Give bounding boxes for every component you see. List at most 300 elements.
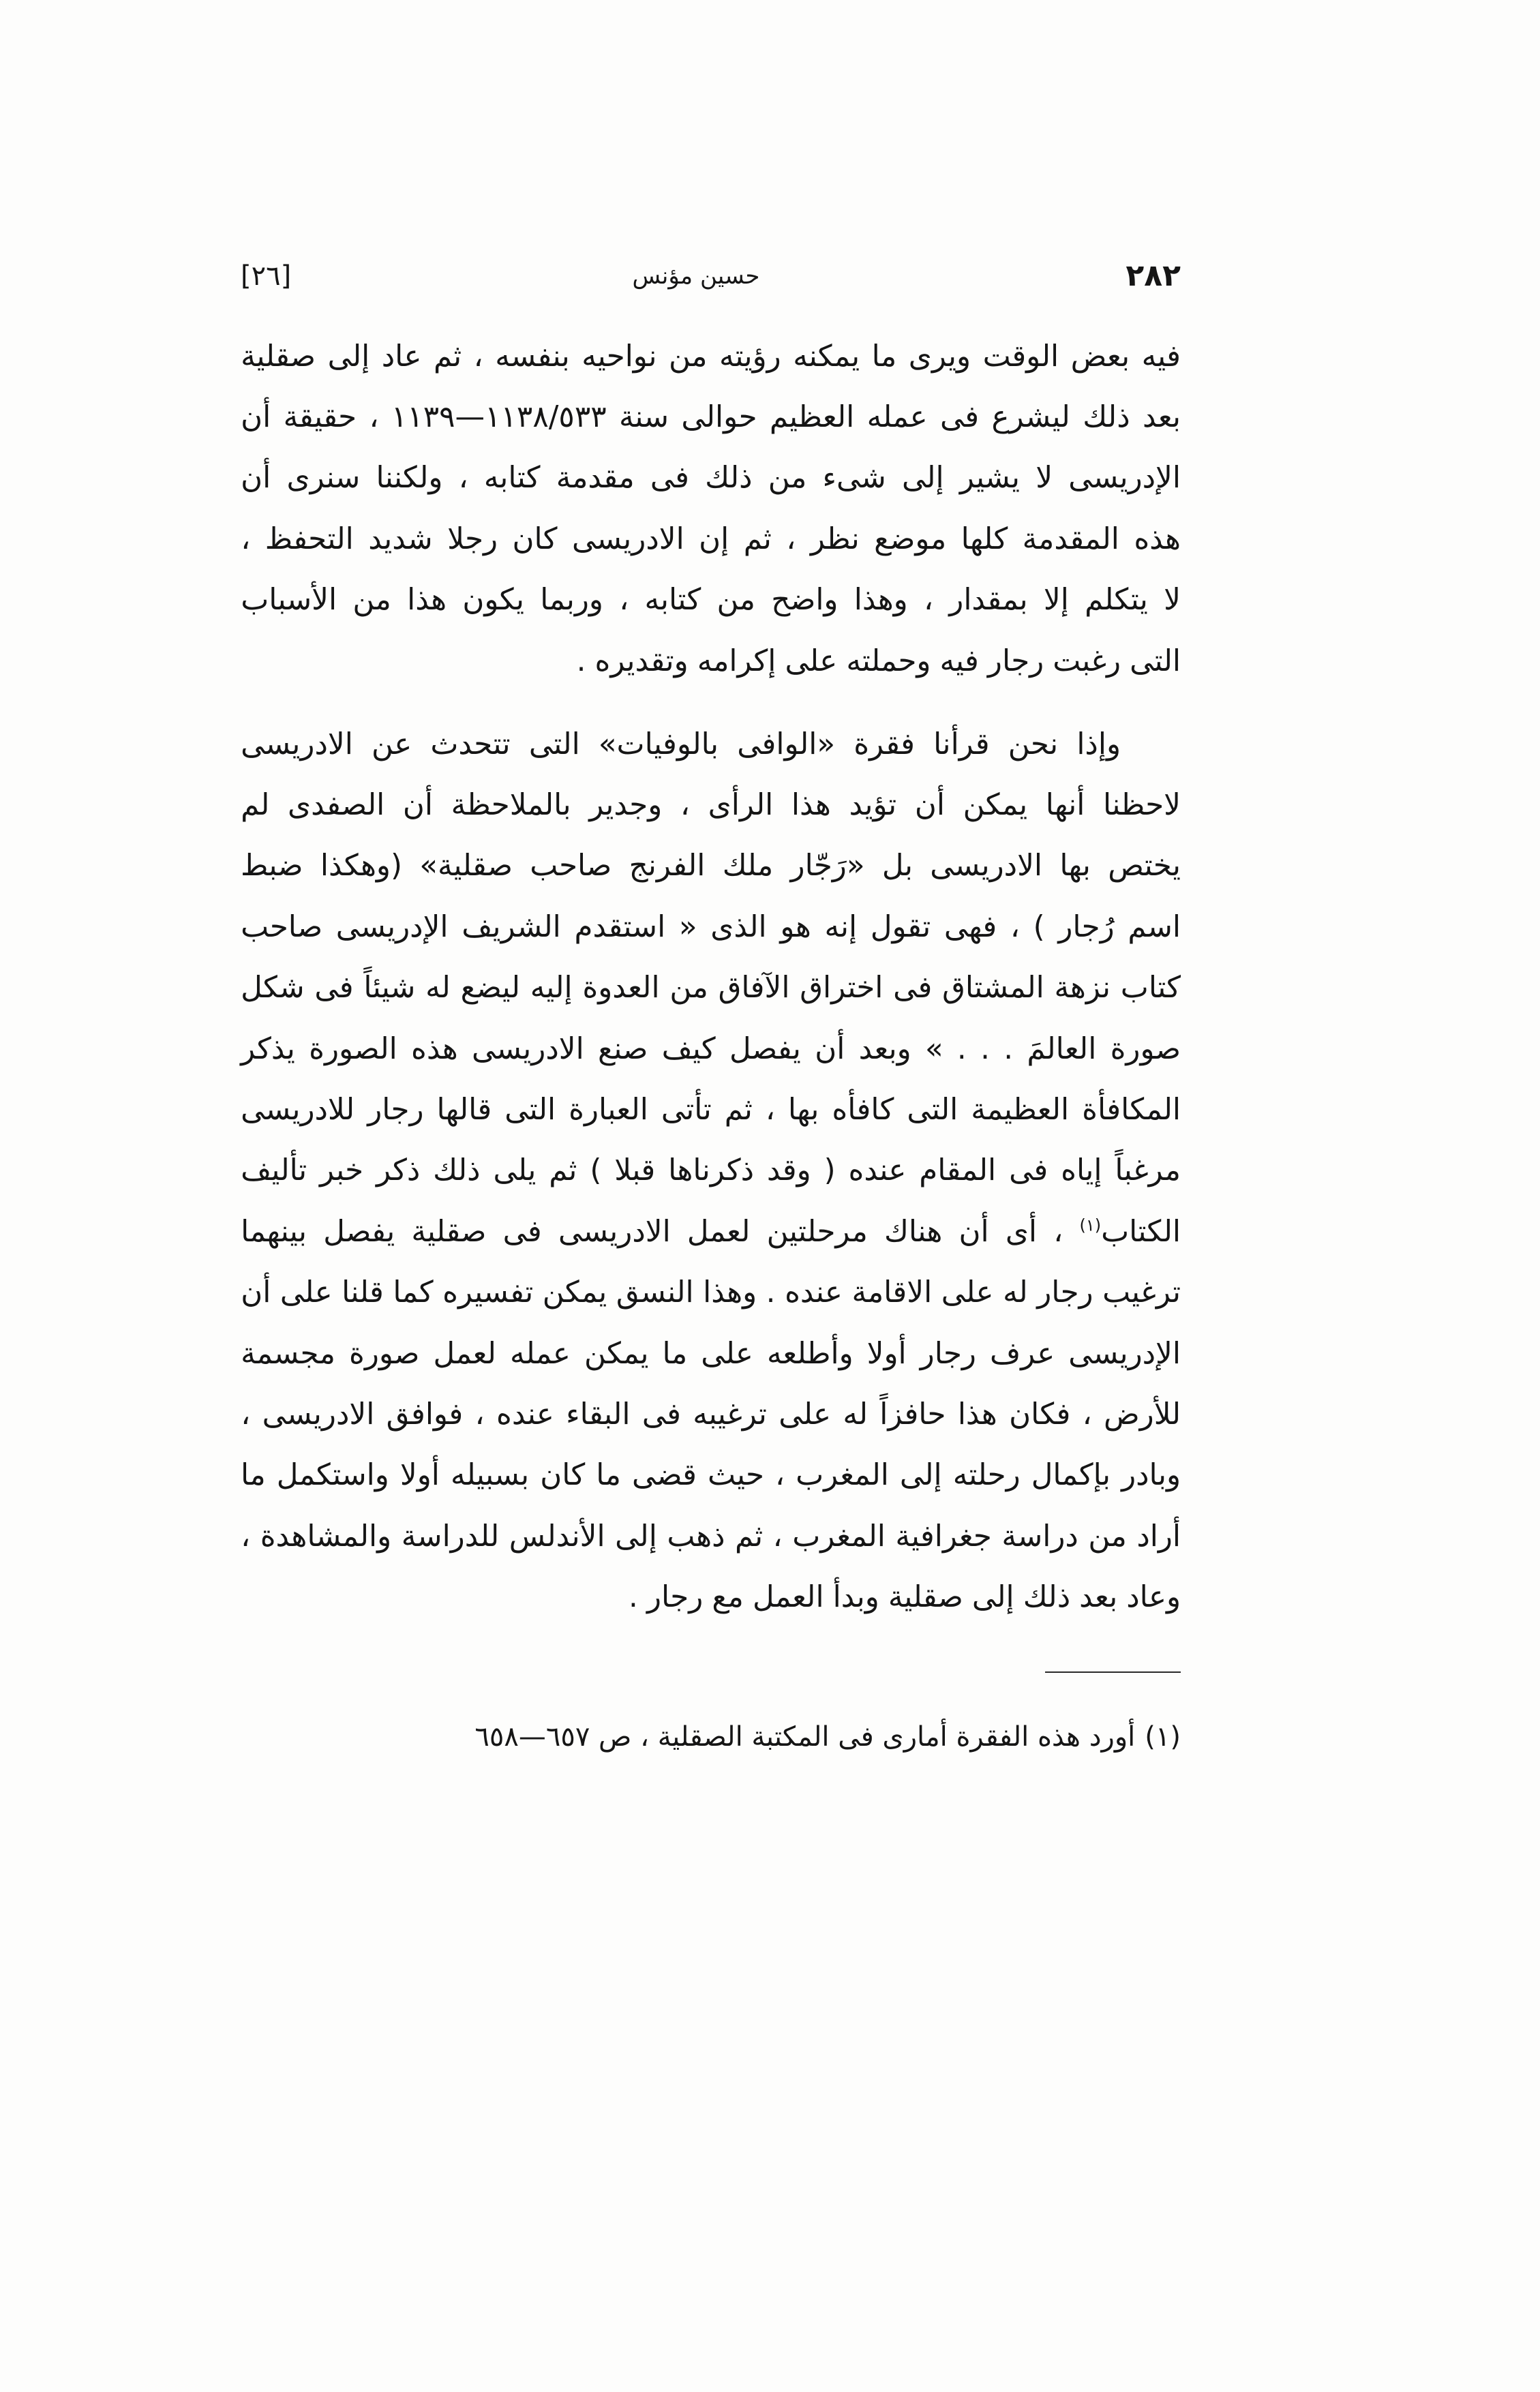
word: الاقامة (851, 1275, 933, 1310)
word: ، (1082, 1397, 1092, 1432)
word: الأندلس (509, 1519, 605, 1554)
word: الصورة (309, 1031, 397, 1066)
word: يفصل (729, 1031, 801, 1066)
word: يمكن (584, 1336, 649, 1371)
word: فى (939, 400, 980, 435)
word: ذكرناها (668, 1153, 754, 1188)
text-line (241, 1323, 1181, 1384)
word: ترغيب (1102, 1275, 1181, 1310)
word: قالها (436, 1093, 492, 1127)
word: بالملاحظة (451, 788, 571, 823)
word: رحلته (952, 1458, 1021, 1493)
word: بنفسه (495, 339, 570, 374)
word: قلنا (342, 1275, 384, 1310)
word: التى (504, 1093, 556, 1127)
word: التحفظ (265, 521, 354, 556)
word: وقد (766, 1153, 811, 1188)
word: لم (241, 788, 270, 823)
word: فى (893, 971, 933, 1005)
word: وربما (540, 583, 603, 618)
word: إليه (530, 971, 573, 1005)
word: كافأه (832, 1093, 894, 1127)
word: هو (780, 909, 811, 944)
text-line (241, 1506, 1181, 1566)
text-line (241, 958, 1181, 1018)
word: ، (772, 1519, 783, 1554)
word: وأطلعه (766, 1336, 854, 1371)
word: المغرب (796, 1458, 889, 1493)
word: صقلية (241, 339, 316, 374)
word: العالمَ (1027, 1031, 1097, 1066)
word: أنها (1045, 788, 1085, 823)
word: موضع (874, 521, 947, 556)
word: ذكر (376, 1153, 421, 1188)
word: إلا (1043, 583, 1069, 618)
word: واضح (771, 583, 839, 618)
word: ولكننا (376, 461, 443, 496)
word: إن (699, 521, 729, 556)
word: ، (786, 521, 796, 556)
word: ٥٣٣/١١٣٨—١١٣٩ (391, 400, 607, 435)
word: مع (712, 1580, 744, 1615)
word: شىء (822, 461, 886, 496)
word: صنع (598, 1031, 648, 1066)
page-header (241, 249, 1181, 303)
word: كما (393, 1275, 434, 1310)
word: مقدمة (556, 461, 635, 496)
word: تفسيره (442, 1275, 534, 1310)
word: حافزاً (879, 1397, 946, 1432)
footnote-marker: (١) (1145, 1721, 1181, 1753)
word: من (352, 583, 391, 618)
word: وبدأ (832, 1580, 879, 1615)
word: ، (369, 400, 379, 435)
word: رجار (367, 1093, 424, 1127)
word: ، (619, 583, 629, 618)
text-line (241, 1262, 1181, 1323)
running-head-author: حسين مؤنس (632, 262, 760, 290)
word: عن (372, 727, 412, 761)
word: رجار (1037, 1275, 1093, 1310)
word: ويرى (908, 339, 971, 374)
word: يلى (493, 1153, 537, 1188)
word: صقلية (411, 1214, 487, 1249)
word: فى (641, 1397, 681, 1432)
word: أولا (866, 1336, 907, 1371)
word: ملك (722, 849, 774, 883)
word: له (425, 971, 451, 1005)
word: دراسة (1001, 1519, 1078, 1554)
word: يمكنه (793, 339, 860, 374)
word: والمشاهدة (260, 1519, 392, 1554)
text-line (241, 774, 1181, 835)
word: أن (241, 461, 271, 496)
text-line (241, 836, 1181, 896)
word: العبارة (569, 1093, 648, 1127)
word: إياه (1061, 1153, 1102, 1188)
text-line (241, 714, 1181, 774)
word: العظيمة (971, 1093, 1070, 1127)
word: الشريف (462, 909, 561, 944)
word: يمكن (963, 788, 1028, 823)
text-line (241, 448, 1181, 509)
word: الرأى (708, 788, 774, 823)
word: الوقت (982, 339, 1059, 374)
word: نزهة (1054, 971, 1111, 1005)
word: قرأنا (933, 727, 990, 761)
word: عاد (381, 339, 422, 374)
word: على (280, 1275, 333, 1310)
word: الآفاق (718, 971, 790, 1005)
word: بالوفيات» (598, 727, 719, 761)
word: صورة (1110, 1031, 1181, 1066)
word: الإدريسى (1068, 461, 1181, 496)
word: . (576, 644, 586, 678)
word: أن (402, 788, 433, 823)
word: ، (923, 583, 934, 618)
word: على (779, 1397, 832, 1432)
word: إلى (615, 1519, 657, 1554)
text-line (241, 896, 1181, 957)
word: المشتاق (942, 971, 1044, 1005)
word: له (843, 1397, 868, 1432)
word: لا (1164, 583, 1181, 618)
footnote (474, 1710, 1181, 1764)
word: فيه (1141, 339, 1181, 374)
word: هذا (957, 1397, 997, 1432)
word: ) (590, 1153, 602, 1188)
word: من (668, 339, 708, 374)
word: نظر (810, 521, 860, 556)
word: ، (241, 521, 251, 556)
word: ثم (743, 521, 772, 556)
word: حقيقة (283, 400, 357, 435)
word: البقاء (566, 1397, 631, 1432)
word: فى (650, 461, 689, 496)
word: ثم (549, 1153, 577, 1188)
word: من (768, 461, 807, 496)
word: وجدير (589, 788, 663, 823)
word: صاحب (530, 849, 612, 883)
word: وعاد (1126, 1580, 1181, 1615)
word: عمله (509, 1336, 571, 1371)
paragraph (241, 714, 1181, 1628)
word: مرغباً (1115, 1153, 1181, 1188)
word: ، (680, 788, 690, 823)
word: » (924, 1031, 943, 1066)
word: هذا (407, 583, 447, 618)
word: كان (540, 1458, 586, 1493)
word: كان (512, 521, 558, 556)
word: ذلك (705, 461, 753, 496)
word: رجار (920, 1336, 976, 1371)
word: أولا (399, 1458, 440, 1493)
word: صورة (349, 1336, 420, 1371)
word: بينهما (241, 1214, 307, 1249)
word: هذه (411, 1031, 458, 1066)
text-line (241, 1140, 1181, 1201)
word: المقدمة (1022, 521, 1119, 556)
word: يختص (1108, 849, 1181, 883)
footnote-text: أورد هذه الفقرة أمارى فى المكتبة الصقلية ، ص ٦٥٧—٦٥٨ (474, 1721, 1136, 1753)
word: ما (871, 339, 897, 374)
word: سنة (619, 400, 669, 435)
word: وبادر (1121, 1458, 1181, 1493)
word: ما (241, 1458, 266, 1493)
word: ذلك (1083, 400, 1130, 435)
word: تقول (870, 909, 931, 944)
word: على (785, 644, 838, 678)
word: . (629, 1580, 638, 1615)
word: ذلك (1023, 1580, 1071, 1615)
word: للدراسة (401, 1519, 500, 1554)
word: أى (1005, 1214, 1038, 1249)
word: ثم (433, 339, 462, 374)
word: أن (241, 400, 271, 435)
word: رؤيته (719, 339, 781, 374)
word: ضبط (241, 849, 303, 883)
word: الادريسى (471, 1031, 584, 1066)
word: جغرافية (895, 1519, 992, 1554)
word: إلى (899, 1458, 942, 1493)
word: قبلا (614, 1153, 656, 1188)
word: الادريسى (571, 521, 684, 556)
word: تأليف (241, 1153, 307, 1188)
word: النسق (616, 1275, 694, 1310)
word: الادريسى (558, 1214, 671, 1249)
word: يذكر (241, 1031, 295, 1066)
word: هذا (791, 788, 831, 823)
word: هناك (884, 1214, 943, 1249)
word: أن (958, 1214, 989, 1249)
word: ليضع (460, 971, 520, 1005)
word: ثم (724, 1093, 753, 1127)
paragraph (241, 326, 1181, 691)
word: صقلية (888, 1580, 963, 1615)
word: فقرة (854, 727, 915, 761)
word: فى (1009, 1153, 1048, 1188)
word: العمل (752, 1580, 824, 1615)
word: من (716, 583, 755, 618)
word: كلها (961, 521, 1008, 556)
word: فوافق (386, 1397, 464, 1432)
word: ، (1053, 1214, 1063, 1249)
text-line (241, 1384, 1181, 1444)
word: رجلا (447, 521, 498, 556)
word: ( (824, 1153, 836, 1188)
word: ، (474, 1397, 485, 1432)
word: للادريسى (241, 1093, 355, 1127)
word: يفصل (323, 1214, 395, 1249)
word: عنده (848, 1153, 907, 1188)
word: وتقديره (594, 644, 689, 678)
word: ، (241, 1519, 251, 1554)
word: ، (473, 339, 483, 374)
word: ما (662, 1336, 688, 1371)
word: وحملته (846, 644, 931, 678)
word: حوالى (681, 400, 757, 435)
word: التى (907, 1093, 958, 1127)
word: المغرب (792, 1519, 886, 1554)
word: صاحب (241, 909, 323, 944)
word: لا (1036, 461, 1053, 496)
word: تتحدث (430, 727, 511, 761)
word: الأسباب (241, 583, 337, 618)
word: عنده (785, 1275, 843, 1310)
word: لعمل (686, 1214, 751, 1249)
word: الذى (710, 909, 767, 944)
word: قضى (632, 1458, 697, 1493)
word: الإدريسى (335, 909, 449, 944)
word: من (669, 971, 708, 1005)
word: العدوة (582, 971, 660, 1005)
word: أن (914, 788, 945, 823)
word: نواحيه (582, 339, 657, 374)
word: سنرى (286, 461, 361, 496)
word: على (701, 1336, 753, 1371)
word: إنه (824, 909, 858, 944)
text-line (241, 1566, 1181, 1627)
word: اسم (1128, 909, 1181, 944)
word: رُجار (1058, 909, 1115, 944)
word: لاحظنا (1103, 788, 1181, 823)
word: رجار (987, 644, 1044, 678)
word: اختراق (800, 971, 884, 1005)
word: إلى (327, 339, 370, 374)
word: المقام (919, 1153, 997, 1188)
word: «الوافى (737, 727, 836, 761)
word: (وهكذا (320, 849, 402, 883)
word: عمله (866, 400, 928, 435)
word: بعض (1070, 339, 1130, 374)
word: الصفدى (288, 788, 385, 823)
word: ، (765, 1093, 775, 1127)
word: وإذا (1076, 727, 1121, 761)
word: فيه (939, 644, 979, 678)
text-line (241, 387, 1181, 447)
word: فهى (943, 909, 997, 944)
word: مرحلتين (766, 1214, 868, 1249)
text-line (241, 1201, 1181, 1262)
word: « (678, 909, 697, 944)
word: تأتى (661, 1093, 712, 1127)
word: استقدم (574, 909, 666, 944)
word: الادريسى (930, 849, 1043, 883)
word: ليشرع (991, 400, 1070, 435)
text-line (241, 631, 1181, 691)
word: بسبيله (451, 1458, 530, 1493)
word: عرف (990, 1336, 1055, 1371)
footnote-separator (1045, 1671, 1181, 1673)
word: إكرامه (697, 644, 776, 678)
word: إلى (971, 1580, 1014, 1615)
word: ترغيبه (693, 1397, 767, 1432)
word: بل (881, 849, 913, 883)
word: شيئاً (363, 971, 416, 1005)
word: الادريسى (262, 1397, 375, 1432)
word: بعد (1079, 1580, 1118, 1615)
word: هذه (1134, 521, 1181, 556)
word: يكون (462, 583, 525, 618)
word: لعمل (433, 1336, 496, 1371)
footnote-ref: (١) (1079, 1215, 1102, 1235)
word: بمقدار (949, 583, 1028, 618)
word: كتابه (644, 583, 701, 618)
word: ثم (735, 1519, 764, 1554)
word: له (1003, 1275, 1028, 1310)
word: يمكن (542, 1275, 607, 1310)
word: بإكمال (1031, 1458, 1111, 1493)
word: فكان (1009, 1397, 1071, 1432)
word: بعد (1142, 400, 1181, 435)
word: أن (241, 1275, 271, 1310)
word: ، (775, 1458, 785, 1493)
word: واستكمل (276, 1458, 389, 1493)
word: ذلك (433, 1153, 481, 1188)
word: ، (1010, 909, 1020, 944)
word: شكل (241, 971, 305, 1005)
word: من (1088, 1519, 1127, 1554)
word: ، (241, 1397, 251, 1432)
word: الكتاب$^{(١)}$ (1079, 1214, 1181, 1249)
word: ما (596, 1458, 621, 1493)
word: عنده (496, 1397, 554, 1432)
word: يتكلم (1085, 583, 1148, 618)
word: مجسمة (241, 1336, 335, 1371)
word: التى (528, 727, 580, 761)
word: أراد (1136, 1519, 1181, 1554)
word: الفرنج (629, 849, 706, 883)
word: ذهب (667, 1519, 725, 1554)
word: «رَجّار (790, 849, 865, 883)
word: وهذا (703, 1275, 757, 1310)
word: كيف (661, 1031, 716, 1066)
word: ، (458, 461, 468, 496)
text-line (241, 509, 1181, 569)
page-number: ٢٨٢ (1126, 258, 1181, 293)
word: التى (1130, 644, 1181, 678)
text-line (241, 1079, 1181, 1140)
word: الادريسى (241, 727, 353, 761)
word: نحن (1008, 727, 1059, 761)
word: تؤيد (849, 788, 897, 823)
word: بها (787, 1093, 819, 1127)
word: للأرض (1103, 1397, 1181, 1432)
text-line (241, 1445, 1181, 1506)
word: فى (502, 1214, 542, 1249)
word: صقلية» (419, 849, 513, 883)
word: رجار (646, 1580, 704, 1615)
word: على (941, 1275, 994, 1310)
word: فى (314, 971, 354, 1005)
text-line (241, 570, 1181, 631)
word: إلى (901, 461, 944, 496)
word: كتاب (1120, 971, 1181, 1005)
text-line (241, 326, 1181, 387)
word: العظيم (769, 400, 855, 435)
word: . (980, 1031, 990, 1066)
word: كتابه (483, 461, 541, 496)
word: بها (1059, 849, 1091, 883)
word: الإدريسى (1068, 1336, 1181, 1371)
word: المكافأة (1082, 1093, 1181, 1127)
word: وبعد (858, 1031, 911, 1066)
word: شديد (368, 521, 433, 556)
word: . (766, 1275, 776, 1310)
word: حيث (708, 1458, 764, 1493)
word: ) (1033, 909, 1045, 944)
word: أن (815, 1031, 845, 1066)
